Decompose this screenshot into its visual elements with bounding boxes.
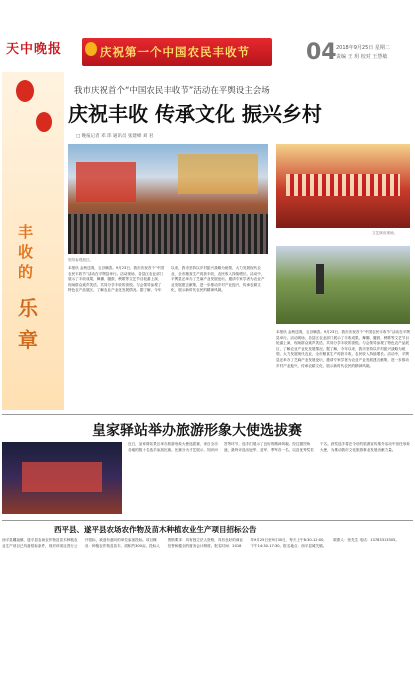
feature-section	[2, 72, 412, 412]
feature-byline: □ 晚报记者 邓 玮 通讯员 张建峰 刘 君	[76, 134, 154, 139]
photo-caption: 文艺演出现场。	[372, 231, 398, 235]
story2-headline: 皇家驿站举办旅游形象大使选拔赛	[92, 423, 302, 439]
story3-headline: 西平县、遂平县农场农作物及苗木种植农业生产项目招标公告	[54, 525, 257, 534]
editor-line: 责编 王 玥 校对 王慧敏	[336, 54, 388, 60]
lantern-icon	[16, 80, 34, 102]
banner	[82, 38, 272, 66]
banner-title: 庆祝第一个中国农民丰收节	[100, 45, 250, 59]
feature-subtitle: 我市庆祝首个“中国农民丰收节”活动在平舆设主会场	[74, 86, 270, 96]
feature-body: 本报讯 金秋送爽，五谷飘香。9月23日，我市庆祝首个“中国农民丰收节”活动在平舆县举行。活动现场，各县区农业部门展示了丰收成果，舞狮、腰鼓、秧歌等文艺节目轮番上演，现场群众欢声笑语，共同分享丰收的喜悦。与会领导参观了特色农产品展区，了解农业产业化发展情况。据了解，今年以来，我市坚持以乡村振兴战略为统领，大力发展现代农业，全市粮食生产再获丰收，农民收入持续增长。活动中，平舆县还举办了芝麻产业发展论坛，邀请专家学者为农业产业发展建言献策，进一步推动乡村产业振兴，传承农耕文化，展示新时代农民的精神风貌。	[68, 266, 265, 293]
page-header	[0, 0, 415, 66]
date-line: 2018年9月25日 星期二	[336, 45, 390, 51]
photo-field	[276, 246, 410, 324]
story2-section	[2, 420, 413, 515]
side-title-top: 丰收的	[18, 223, 34, 281]
story3-body: 西平县嫘祖镇、遂平县农场农作物及苗木种植农业生产项目已具备招标条件，现对该项目进行公开招标，欢迎有意向的单位参加投标。项目概况：种植农作物及苗木，面积约300亩。投标人资格要求：具有独立法人资格，具有良好的商业信誉和健全的财务会计制度。报名时间：2018年9月25日至9月30日，每天上午8:30-12:00，下午14:30-17:30。报名地点：西平县城关镇。联系人：张先生 电话：13783313305。	[2, 538, 400, 548]
feature-body: 本报讯 金秋送爽，五谷飘香。9月23日，我市庆祝首个“中国农民丰收节”活动在平舆县举行。活动现场，各县区农业部门展示了丰收成果，舞狮、腰鼓、秧歌等文艺节目轮番上演，现场群众欢声笑语，共同分享丰收的喜悦。与会领导参观了特色农产品展区，了解农业产业化发展情况。据了解，今年以来，我市坚持以乡村振兴战略为统领，大力发展现代农业，全市粮食生产再获丰收，农民收入持续增长。活动中，平舆县还举办了芝麻产业发展论坛，邀请专家学者为农业产业发展建言献策，进一步推动乡村产业振兴，传承农耕文化，展示新时代农民的精神风貌。	[276, 330, 410, 368]
feature-headline: 庆祝丰收 传承文化 振兴乡村	[68, 102, 322, 126]
page-number: 04	[306, 40, 337, 65]
photo-ceremony	[276, 144, 410, 228]
lantern-icon	[85, 42, 97, 56]
divider	[2, 520, 413, 521]
photo-stage-night	[2, 442, 122, 514]
decor-column	[2, 72, 64, 410]
story3-section	[2, 524, 413, 674]
masthead-logo: 天中晚报	[6, 42, 63, 57]
lantern-icon	[36, 112, 52, 132]
story2-body: 近日，皇家驿站景区举办旅游形象大使选拔赛，来自全市各地的数十名选手参加比赛。比赛分为才艺展示、知识问答等环节，选手们展示了良好的精神风貌。经过激烈角逐，最终评选出冠军、亚军、季军各一名，以及优秀奖若干名。获奖选手将在今后的旅游宣传推介活动中担任形象大使，为推动我市文化旅游事业发展贡献力量。	[128, 442, 410, 452]
photo-caption: 领导参观展区。	[68, 258, 94, 262]
divider	[2, 414, 413, 415]
photo-stage	[68, 144, 268, 254]
side-title-bottom: 乐章	[18, 296, 38, 352]
